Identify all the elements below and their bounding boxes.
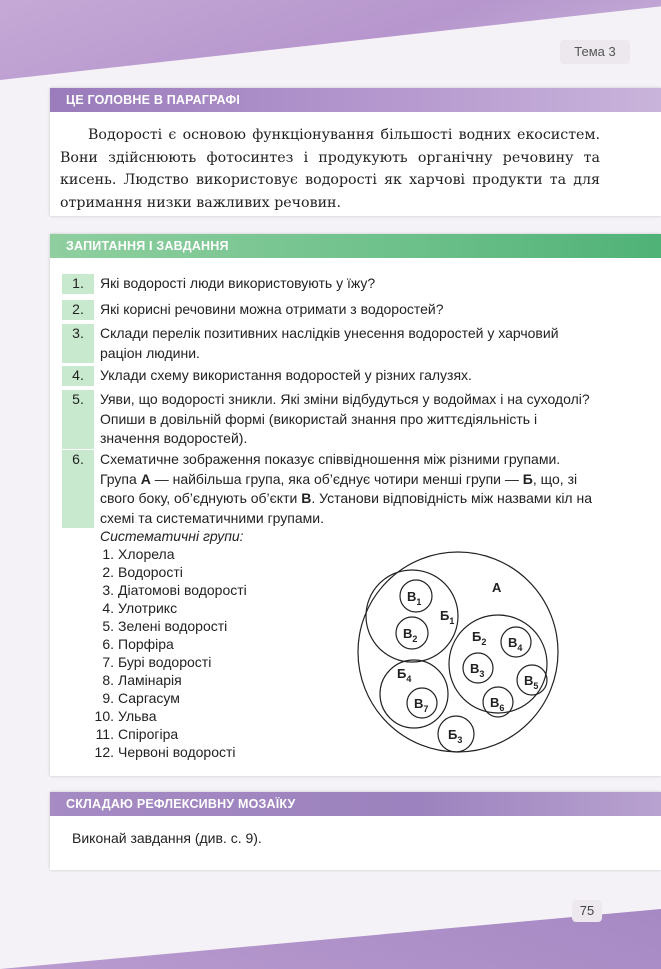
group-item bbox=[84, 636, 284, 652]
label-b1 bbox=[440, 608, 454, 626]
label-v2 bbox=[403, 626, 417, 644]
label-b1-letter: Б bbox=[440, 608, 450, 623]
group-item-name: Ульва bbox=[118, 708, 157, 724]
q6-text-part: . Установи відповідність між назвами кіл на схемі та систематичними групами. bbox=[100, 490, 593, 526]
question-text bbox=[100, 450, 592, 528]
group-item-number: 4. bbox=[102, 600, 114, 616]
group-item bbox=[84, 600, 284, 616]
label-v5-sub: 5 bbox=[533, 681, 539, 691]
group-item-name: Спірогіра bbox=[118, 726, 179, 742]
label-v7-letter: В bbox=[414, 696, 424, 711]
label-v1-sub: 1 bbox=[416, 597, 422, 607]
group-item-number: 8. bbox=[102, 672, 114, 688]
set-diagram bbox=[352, 546, 564, 758]
label-v3-letter: В bbox=[470, 661, 480, 676]
group-item-name: Діатомові водорості bbox=[118, 582, 247, 598]
question-item bbox=[62, 450, 592, 528]
group-item bbox=[84, 708, 284, 724]
group-item-number: 12. bbox=[94, 744, 114, 760]
q6-text-part: Схематичне зображення показує співвідношення між різними групами. Група bbox=[100, 451, 561, 487]
label-b4-letter: Б bbox=[397, 666, 407, 681]
circle-a bbox=[358, 552, 558, 752]
group-item-number: 7. bbox=[102, 654, 114, 670]
group-item bbox=[84, 618, 284, 634]
group-item bbox=[84, 564, 284, 580]
question-text: Які водорості люди використовують у їжу? bbox=[100, 275, 376, 291]
group-item bbox=[84, 654, 284, 670]
label-b2-letter: Б bbox=[472, 629, 482, 644]
label-v6-letter: В bbox=[490, 695, 500, 710]
group-item-name: Хлорела bbox=[118, 546, 175, 562]
label-v5-letter: В bbox=[524, 673, 534, 688]
question-number: 5. bbox=[62, 390, 94, 449]
q6-text-part: — найбільша група, яка об’єднує чотири менші групи — bbox=[150, 470, 523, 487]
summary-text: Водорості є основою функціонування більшості водних екосистем. Вони здійснюють фотосинтез і продукують органічну речовину та кисень. Людство використовує водорості як харчові продукти та для отримання низки важливих речовин. bbox=[60, 127, 600, 211]
label-v6 bbox=[490, 695, 504, 713]
question-number: 1. bbox=[62, 274, 94, 294]
question-item bbox=[62, 390, 592, 449]
question-number: 3. bbox=[62, 324, 94, 363]
question-item bbox=[62, 324, 592, 363]
label-b2-sub: 2 bbox=[481, 637, 487, 647]
group-item bbox=[84, 582, 284, 598]
group-item-name: Зелені водорості bbox=[118, 618, 228, 634]
group-item-name: Водорості bbox=[118, 564, 183, 580]
label-v7 bbox=[414, 696, 428, 714]
group-item-name: Бурі водорості bbox=[118, 654, 212, 670]
label-v5 bbox=[524, 673, 538, 691]
group-item-name: Порфіра bbox=[118, 636, 174, 652]
circle-b4 bbox=[380, 660, 448, 728]
question-number: 2. bbox=[62, 300, 94, 320]
label-v3 bbox=[470, 661, 484, 679]
group-item bbox=[84, 690, 284, 706]
label-b3-sub: 3 bbox=[457, 735, 463, 745]
group-item-number: 3. bbox=[102, 582, 114, 598]
group-item-number: 1. bbox=[102, 546, 114, 562]
question-text: Уклади схему використання водоростей у різних галузях. bbox=[100, 367, 472, 383]
questions-header: ЗАПИТАННЯ І ЗАВДАННЯ bbox=[50, 234, 661, 258]
group-item-name: Червоні водорості bbox=[118, 744, 236, 760]
label-b2 bbox=[472, 629, 486, 647]
label-b4-sub: 4 bbox=[406, 674, 412, 684]
label-b3-letter: Б bbox=[448, 727, 458, 742]
question-text: Склади перелік позитивних наслідків унесення водоростей у харчовий раціон людини. bbox=[100, 325, 559, 361]
label-v6-sub: 6 bbox=[499, 703, 505, 713]
label-v3-sub: 3 bbox=[479, 669, 485, 679]
group-item-number: 11. bbox=[95, 726, 114, 742]
label-v1-letter: В bbox=[407, 589, 417, 604]
q6-group-b: Б bbox=[522, 470, 533, 487]
group-item-number: 6. bbox=[102, 636, 114, 652]
q6-text-part: , що, зі свого боку, об’єднують об’єкти bbox=[100, 470, 578, 506]
question-text: Які корисні речовини можна отримати з водоростей? bbox=[100, 301, 444, 317]
topic-label: Тема 3 bbox=[560, 40, 630, 64]
q6-group-a: А bbox=[140, 470, 151, 487]
systematic-groups-list bbox=[84, 546, 324, 766]
label-v4-letter: В bbox=[508, 635, 518, 650]
group-item bbox=[84, 672, 284, 688]
summary-header: ЦЕ ГОЛОВНЕ В ПАРАГРАФІ bbox=[50, 88, 661, 112]
label-v2-sub: 2 bbox=[412, 634, 418, 644]
systematic-groups-title: Систематичні групи: bbox=[100, 528, 244, 544]
question-item bbox=[62, 300, 592, 320]
label-b1-sub: 1 bbox=[449, 616, 455, 626]
label-v4 bbox=[508, 635, 522, 653]
label-v2-letter: В bbox=[403, 626, 413, 641]
label-v4-sub: 4 bbox=[517, 643, 523, 653]
label-b3 bbox=[448, 727, 462, 745]
q6-group-v: В bbox=[301, 490, 312, 506]
group-item bbox=[84, 744, 284, 760]
question-text: Уяви, що водорості зникли. Які зміни відбудуться у водоймах і на суходолі? Опиши в довільній формі (використай знання про життєдіяльність і значення водоростей). bbox=[100, 391, 590, 446]
label-b4 bbox=[397, 666, 411, 684]
group-item-number: 5. bbox=[102, 618, 114, 634]
question-item bbox=[62, 274, 592, 294]
question-item bbox=[62, 366, 592, 386]
question-number: 4. bbox=[62, 366, 94, 386]
group-item-number: 9. bbox=[102, 690, 114, 706]
reflex-text: Виконай завдання (див. с. 9). bbox=[72, 830, 262, 846]
group-item-number: 10. bbox=[94, 708, 114, 724]
reflex-header: СКЛАДАЮ РЕФЛЕКСИВНУ МОЗАЇКУ bbox=[50, 792, 661, 816]
group-item-name: Саргасум bbox=[118, 690, 180, 706]
group-item-name: Улотрикс bbox=[118, 600, 178, 616]
page-number: 75 bbox=[572, 900, 602, 922]
bottom-decor-band bbox=[0, 909, 661, 969]
question-number: 6. bbox=[62, 450, 94, 528]
group-item-name: Ламінарія bbox=[118, 672, 182, 688]
label-v1 bbox=[407, 589, 421, 607]
group-item bbox=[84, 726, 284, 742]
label-v7-sub: 7 bbox=[423, 704, 429, 714]
group-item-number: 2. bbox=[102, 564, 114, 580]
group-item bbox=[84, 546, 284, 562]
label-a: А bbox=[492, 580, 502, 595]
